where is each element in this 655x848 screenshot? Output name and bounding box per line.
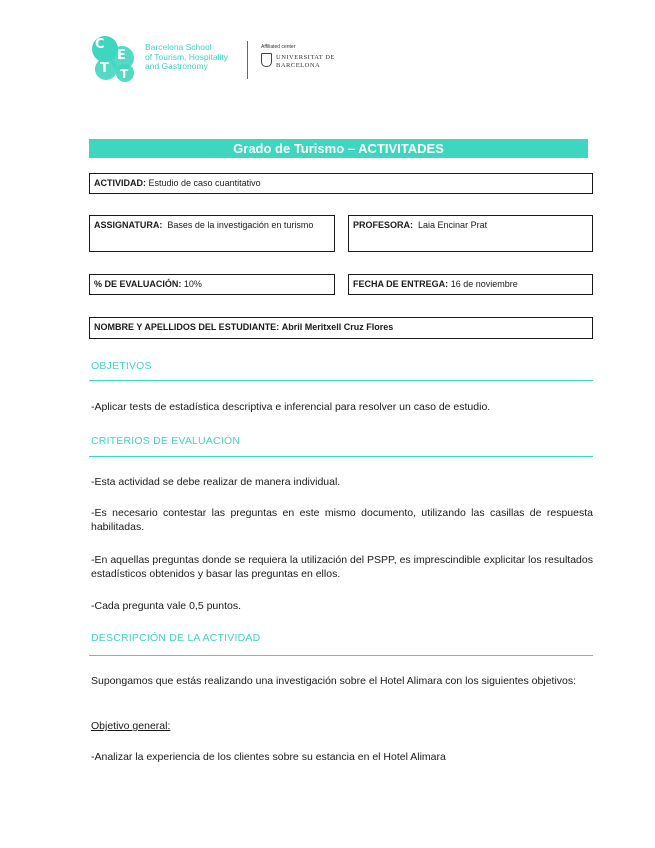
objetivos-heading: OBJETIVOS — [91, 360, 152, 372]
asignatura-box — [89, 215, 335, 252]
objetivos-text: -Aplicar tests de estadística descriptiva e inferencial para resolver un caso de estudio. — [91, 401, 491, 413]
evaluacion-label: % DE EVALUACIÓN: — [94, 279, 182, 289]
page-title: Grado de Turismo – ACTIVITADES — [89, 139, 588, 158]
descripcion-intro: Supongamos que estás realizando una investigación sobre el Hotel Alimara con los siguientes objetivos: — [91, 675, 577, 687]
criterio-item-1: -Esta actividad se debe realizar de manera individual. — [91, 476, 341, 488]
nombre-box — [89, 317, 593, 339]
fecha-box — [348, 274, 593, 295]
objetivo-general-text: -Analizar la experiencia de los clientes sobre su estancia en el Hotel Alimara — [91, 751, 446, 763]
evaluacion-value: 10% — [183, 279, 202, 289]
objetivos-divider — [89, 380, 593, 381]
evaluacion-box — [89, 274, 335, 295]
university-name: UNIVERSITAT DE BARCELONA — [276, 54, 335, 69]
affiliated-label: Affiliated center — [261, 44, 296, 50]
nombre-label: NOMBRE Y APELLIDOS DEL ESTUDIANTE: — [94, 322, 280, 332]
descripcion-divider — [89, 655, 593, 656]
actividad-box — [89, 173, 593, 194]
logo-letter-e: E — [117, 48, 126, 63]
fecha-value: 16 de noviembre — [450, 279, 518, 289]
profesora-value: Laia Encinar Prat — [418, 220, 488, 230]
profesora-label: PROFESORA: — [353, 220, 414, 230]
header-divider — [247, 41, 248, 79]
criterio-item-4: -Cada pregunta vale 0,5 puntos. — [91, 600, 242, 612]
university-shield-icon — [261, 53, 272, 67]
descripcion-heading: DESCRIPCIÓN DE LA ACTIVIDAD — [91, 632, 261, 644]
profesora-box — [348, 215, 593, 252]
fecha-label: FECHA DE ENTREGA: — [353, 279, 449, 289]
criterios-heading: CRITERIOS DE EVALUACIÓN — [91, 435, 241, 447]
asignatura-value: Bases de la investigación en turismo — [167, 220, 314, 230]
asignatura-label: ASSIGNATURA: — [94, 220, 163, 230]
logo-letter-c: C — [95, 37, 105, 52]
actividad-label: ACTIVIDAD: — [94, 178, 146, 188]
logo-letter-t2: T — [120, 67, 129, 81]
school-name: Barcelona School of Tourism, Hospitality and Gastronomy — [145, 42, 228, 71]
criterio-item-2: -Es necesario contestar las preguntas en este mismo documento, utilizando las casillas de respuesta habilitadas. — [91, 507, 593, 533]
criterios-divider — [89, 456, 593, 457]
objetivo-general-heading: Objetivo general: — [91, 720, 171, 732]
actividad-value: Estudio de caso cuantitativo — [148, 178, 261, 188]
logo-letter-t: T — [100, 61, 109, 76]
criterio-item-3: -En aquellas preguntas donde se requiera la utilización del PSPP, es imprescindible explicitar los resultados estadísticos obtenidos y basar las preguntas en ellos. — [91, 554, 593, 580]
nombre-value: Abril Meritxell Cruz Flores — [281, 322, 394, 332]
